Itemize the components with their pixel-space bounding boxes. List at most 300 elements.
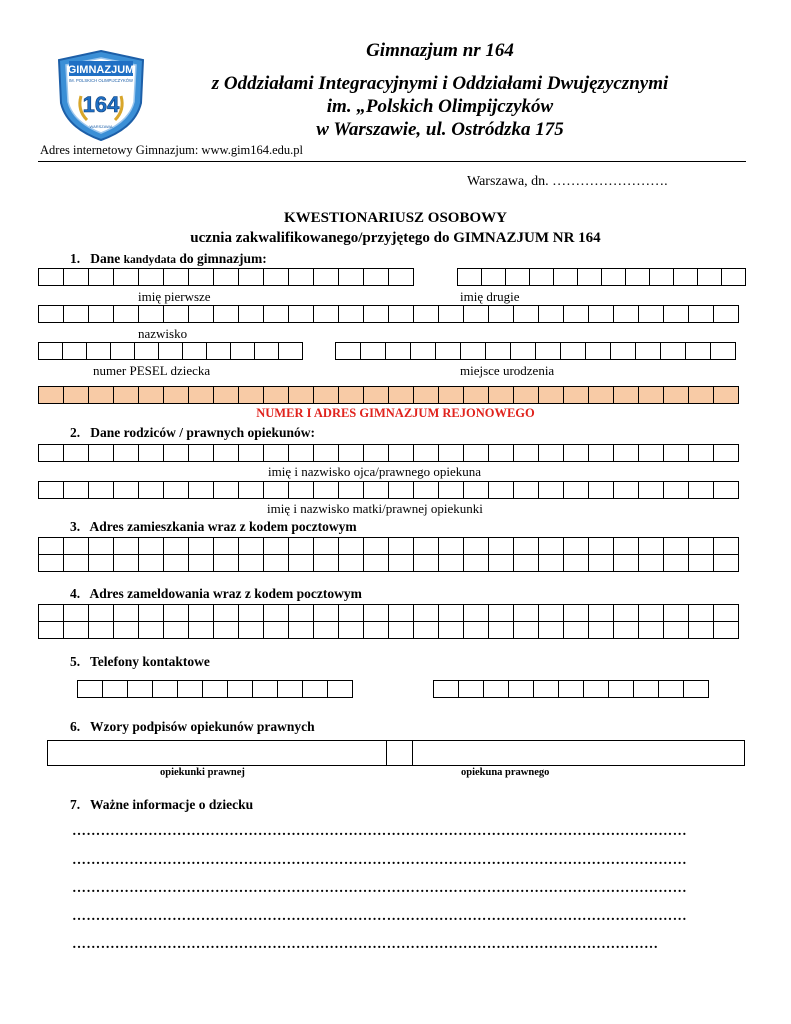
letter-box[interactable] [238, 444, 264, 462]
letter-box[interactable] [263, 481, 289, 499]
letter-box[interactable] [413, 481, 439, 499]
letter-box[interactable] [601, 268, 626, 286]
letter-box[interactable] [663, 386, 689, 404]
letter-box[interactable] [713, 554, 739, 572]
letter-box[interactable] [488, 604, 514, 622]
letter-box[interactable] [688, 604, 714, 622]
letter-box[interactable] [63, 268, 89, 286]
letter-box[interactable] [202, 680, 228, 698]
letter-box[interactable] [688, 444, 714, 462]
letter-box[interactable] [213, 386, 239, 404]
letter-box[interactable] [438, 621, 464, 639]
letter-box[interactable] [363, 305, 389, 323]
letter-box[interactable] [263, 537, 289, 555]
birthplace-boxes[interactable] [335, 342, 735, 360]
letter-box[interactable] [488, 554, 514, 572]
letter-box[interactable] [213, 268, 239, 286]
letter-box[interactable] [263, 386, 289, 404]
letter-box[interactable] [538, 305, 564, 323]
letter-box[interactable] [88, 268, 114, 286]
letter-box[interactable] [638, 604, 664, 622]
letter-box[interactable] [388, 481, 414, 499]
signature-boxes[interactable] [47, 740, 744, 766]
letter-box[interactable] [713, 621, 739, 639]
letter-box[interactable] [413, 554, 439, 572]
letter-box[interactable] [435, 342, 461, 360]
letter-box[interactable] [188, 444, 214, 462]
letter-box[interactable] [697, 268, 722, 286]
letter-box[interactable] [388, 604, 414, 622]
letter-box[interactable] [563, 386, 589, 404]
letter-box[interactable] [588, 554, 614, 572]
letter-box[interactable] [488, 444, 514, 462]
letter-box[interactable] [713, 604, 739, 622]
letter-box[interactable] [138, 481, 164, 499]
letter-box[interactable] [533, 680, 559, 698]
residence-address-row-2[interactable] [38, 554, 738, 572]
letter-box[interactable] [288, 444, 314, 462]
letter-box[interactable] [563, 305, 589, 323]
letter-box[interactable] [563, 444, 589, 462]
letter-box[interactable] [688, 481, 714, 499]
letter-box[interactable] [613, 386, 639, 404]
letter-box[interactable] [529, 268, 554, 286]
letter-box[interactable] [38, 604, 64, 622]
letter-box[interactable] [713, 481, 739, 499]
letter-box[interactable] [134, 342, 159, 360]
letter-box[interactable] [188, 305, 214, 323]
letter-box[interactable] [102, 680, 128, 698]
letter-box[interactable] [63, 305, 89, 323]
letter-box[interactable] [438, 554, 464, 572]
letter-box[interactable] [313, 444, 339, 462]
letter-box[interactable] [213, 604, 239, 622]
letter-box[interactable] [613, 621, 639, 639]
letter-box[interactable] [713, 305, 739, 323]
letter-box[interactable] [254, 342, 279, 360]
letter-box[interactable] [238, 386, 264, 404]
letter-box[interactable] [488, 386, 514, 404]
letter-box[interactable] [113, 268, 139, 286]
letter-box[interactable] [563, 604, 589, 622]
letter-box[interactable] [288, 621, 314, 639]
letter-box[interactable] [638, 444, 664, 462]
letter-box[interactable] [138, 537, 164, 555]
letter-box[interactable] [613, 537, 639, 555]
letter-box[interactable] [113, 604, 139, 622]
letter-box[interactable] [413, 305, 439, 323]
letter-box[interactable] [138, 604, 164, 622]
first-name-boxes[interactable] [38, 268, 413, 286]
letter-box[interactable] [63, 386, 89, 404]
mother-name-boxes[interactable] [38, 481, 738, 499]
letter-box[interactable] [558, 680, 584, 698]
letter-box[interactable] [138, 554, 164, 572]
letter-box[interactable] [638, 305, 664, 323]
letter-box[interactable] [388, 268, 414, 286]
letter-box[interactable] [313, 268, 339, 286]
letter-box[interactable] [388, 554, 414, 572]
info-line[interactable]: ………………………………………………………………………………………………………………… [72, 853, 687, 868]
letter-box[interactable] [673, 268, 698, 286]
letter-box[interactable] [110, 342, 135, 360]
letter-box[interactable] [313, 554, 339, 572]
letter-box[interactable] [188, 554, 214, 572]
letter-box[interactable] [63, 444, 89, 462]
letter-box[interactable] [313, 481, 339, 499]
letter-box[interactable] [213, 481, 239, 499]
letter-box[interactable] [535, 342, 561, 360]
letter-box[interactable] [688, 305, 714, 323]
letter-box[interactable] [663, 305, 689, 323]
letter-box[interactable] [663, 554, 689, 572]
info-line[interactable]: ………………………………………………………………………………………………………………… [72, 909, 687, 924]
letter-box[interactable] [513, 386, 539, 404]
letter-box[interactable] [113, 621, 139, 639]
letter-box[interactable] [88, 481, 114, 499]
letter-box[interactable] [438, 481, 464, 499]
letter-box[interactable] [513, 621, 539, 639]
letter-box[interactable] [613, 604, 639, 622]
letter-box[interactable] [483, 680, 509, 698]
letter-box[interactable] [663, 537, 689, 555]
letter-box[interactable] [513, 481, 539, 499]
letter-box[interactable] [588, 481, 614, 499]
letter-box[interactable] [38, 305, 64, 323]
letter-box[interactable] [63, 604, 89, 622]
mother-signature-field[interactable] [47, 740, 387, 766]
letter-box[interactable] [86, 342, 111, 360]
letter-box[interactable] [188, 386, 214, 404]
letter-box[interactable] [513, 554, 539, 572]
letter-box[interactable] [113, 305, 139, 323]
letter-box[interactable] [363, 554, 389, 572]
letter-box[interactable] [713, 444, 739, 462]
letter-box[interactable] [313, 604, 339, 622]
letter-box[interactable] [488, 305, 514, 323]
letter-box[interactable] [663, 604, 689, 622]
letter-box[interactable] [538, 554, 564, 572]
letter-box[interactable] [63, 481, 89, 499]
letter-box[interactable] [613, 481, 639, 499]
letter-box[interactable] [213, 537, 239, 555]
letter-box[interactable] [88, 444, 114, 462]
letter-box[interactable] [505, 268, 530, 286]
letter-box[interactable] [658, 680, 684, 698]
letter-box[interactable] [488, 481, 514, 499]
letter-box[interactable] [413, 386, 439, 404]
letter-box[interactable] [213, 621, 239, 639]
letter-box[interactable] [513, 604, 539, 622]
letter-box[interactable] [457, 268, 482, 286]
letter-box[interactable] [213, 444, 239, 462]
letter-box[interactable] [538, 621, 564, 639]
letter-box[interactable] [113, 554, 139, 572]
letter-box[interactable] [338, 537, 364, 555]
info-line[interactable]: ………………………………………………………………………………………………………………… [72, 824, 687, 839]
letter-box[interactable] [638, 621, 664, 639]
letter-box[interactable] [385, 342, 411, 360]
letter-box[interactable] [327, 680, 353, 698]
letter-box[interactable] [463, 386, 489, 404]
letter-box[interactable] [588, 621, 614, 639]
letter-box[interactable] [360, 342, 386, 360]
letter-box[interactable] [338, 268, 364, 286]
letter-box[interactable] [288, 305, 314, 323]
letter-box[interactable] [510, 342, 536, 360]
letter-box[interactable] [413, 621, 439, 639]
letter-box[interactable] [62, 342, 87, 360]
letter-box[interactable] [713, 386, 739, 404]
letter-box[interactable] [363, 444, 389, 462]
letter-box[interactable] [238, 481, 264, 499]
letter-box[interactable] [313, 386, 339, 404]
letter-box[interactable] [438, 604, 464, 622]
letter-box[interactable] [206, 342, 231, 360]
letter-box[interactable] [413, 537, 439, 555]
letter-box[interactable] [163, 604, 189, 622]
letter-box[interactable] [278, 342, 303, 360]
surname-boxes[interactable] [38, 305, 738, 323]
letter-box[interactable] [38, 444, 64, 462]
letter-box[interactable] [663, 444, 689, 462]
letter-box[interactable] [688, 554, 714, 572]
letter-box[interactable] [553, 268, 578, 286]
letter-box[interactable] [163, 537, 189, 555]
letter-box[interactable] [588, 386, 614, 404]
letter-box[interactable] [363, 268, 389, 286]
letter-box[interactable] [113, 537, 139, 555]
letter-box[interactable] [488, 621, 514, 639]
letter-box[interactable] [338, 305, 364, 323]
letter-box[interactable] [508, 680, 534, 698]
letter-box[interactable] [488, 537, 514, 555]
letter-box[interactable] [683, 680, 709, 698]
letter-box[interactable] [638, 481, 664, 499]
letter-box[interactable] [335, 342, 361, 360]
letter-box[interactable] [485, 342, 511, 360]
father-name-boxes[interactable] [38, 444, 738, 462]
letter-box[interactable] [238, 604, 264, 622]
letter-box[interactable] [363, 537, 389, 555]
letter-box[interactable] [613, 554, 639, 572]
letter-box[interactable] [38, 621, 64, 639]
letter-box[interactable] [538, 604, 564, 622]
letter-box[interactable] [688, 386, 714, 404]
letter-box[interactable] [413, 604, 439, 622]
letter-box[interactable] [152, 680, 178, 698]
letter-box[interactable] [213, 305, 239, 323]
letter-box[interactable] [585, 342, 611, 360]
letter-box[interactable] [63, 621, 89, 639]
letter-box[interactable] [410, 342, 436, 360]
letter-box[interactable] [182, 342, 207, 360]
letter-box[interactable] [213, 554, 239, 572]
letter-box[interactable] [388, 537, 414, 555]
letter-box[interactable] [588, 537, 614, 555]
letter-box[interactable] [88, 386, 114, 404]
letter-box[interactable] [238, 537, 264, 555]
info-line[interactable]: …………………………………………………………………………………………………………… [72, 937, 659, 952]
letter-box[interactable] [252, 680, 278, 698]
letter-box[interactable] [38, 342, 63, 360]
letter-box[interactable] [263, 444, 289, 462]
letter-box[interactable] [513, 537, 539, 555]
letter-box[interactable] [163, 386, 189, 404]
letter-box[interactable] [363, 621, 389, 639]
letter-box[interactable] [638, 537, 664, 555]
letter-box[interactable] [238, 621, 264, 639]
letter-box[interactable] [388, 386, 414, 404]
letter-box[interactable] [438, 386, 464, 404]
letter-box[interactable] [538, 481, 564, 499]
letter-box[interactable] [608, 680, 634, 698]
letter-box[interactable] [458, 680, 484, 698]
letter-box[interactable] [177, 680, 203, 698]
district-school-boxes[interactable] [38, 386, 738, 404]
letter-box[interactable] [288, 554, 314, 572]
letter-box[interactable] [288, 268, 314, 286]
letter-box[interactable] [710, 342, 736, 360]
letter-box[interactable] [263, 604, 289, 622]
letter-box[interactable] [588, 444, 614, 462]
letter-box[interactable] [625, 268, 650, 286]
letter-box[interactable] [88, 537, 114, 555]
letter-box[interactable] [163, 481, 189, 499]
letter-box[interactable] [38, 537, 64, 555]
letter-box[interactable] [433, 680, 459, 698]
letter-box[interactable] [688, 621, 714, 639]
letter-box[interactable] [113, 444, 139, 462]
letter-box[interactable] [288, 481, 314, 499]
letter-box[interactable] [463, 604, 489, 622]
pesel-boxes[interactable] [38, 342, 302, 360]
letter-box[interactable] [38, 554, 64, 572]
registered-address-row-1[interactable] [38, 604, 738, 622]
letter-box[interactable] [685, 342, 711, 360]
letter-box[interactable] [88, 305, 114, 323]
letter-box[interactable] [721, 268, 746, 286]
info-line[interactable]: ………………………………………………………………………………………………………………… [72, 881, 687, 896]
letter-box[interactable] [238, 305, 264, 323]
letter-box[interactable] [238, 554, 264, 572]
letter-box[interactable] [313, 305, 339, 323]
letter-box[interactable] [463, 537, 489, 555]
letter-box[interactable] [538, 537, 564, 555]
letter-box[interactable] [188, 537, 214, 555]
letter-box[interactable] [313, 621, 339, 639]
letter-box[interactable] [638, 554, 664, 572]
letter-box[interactable] [463, 621, 489, 639]
letter-box[interactable] [563, 481, 589, 499]
letter-box[interactable] [263, 268, 289, 286]
letter-box[interactable] [38, 268, 64, 286]
letter-box[interactable] [560, 342, 586, 360]
letter-box[interactable] [388, 621, 414, 639]
father-signature-field[interactable] [412, 740, 745, 766]
letter-box[interactable] [138, 305, 164, 323]
letter-box[interactable] [363, 386, 389, 404]
residence-address-row-1[interactable] [38, 537, 738, 555]
letter-box[interactable] [563, 537, 589, 555]
letter-box[interactable] [463, 305, 489, 323]
letter-box[interactable] [338, 621, 364, 639]
letter-box[interactable] [463, 481, 489, 499]
letter-box[interactable] [38, 386, 64, 404]
letter-box[interactable] [613, 444, 639, 462]
letter-box[interactable] [713, 537, 739, 555]
letter-box[interactable] [563, 554, 589, 572]
letter-box[interactable] [638, 386, 664, 404]
letter-box[interactable] [163, 554, 189, 572]
second-name-boxes[interactable] [457, 268, 745, 286]
letter-box[interactable] [588, 604, 614, 622]
letter-box[interactable] [663, 621, 689, 639]
letter-box[interactable] [288, 537, 314, 555]
letter-box[interactable] [263, 621, 289, 639]
letter-box[interactable] [660, 342, 686, 360]
letter-box[interactable] [481, 268, 506, 286]
letter-box[interactable] [38, 481, 64, 499]
letter-box[interactable] [613, 305, 639, 323]
letter-box[interactable] [163, 621, 189, 639]
letter-box[interactable] [338, 386, 364, 404]
letter-box[interactable] [338, 604, 364, 622]
letter-box[interactable] [163, 268, 189, 286]
letter-box[interactable] [263, 305, 289, 323]
letter-box[interactable] [438, 305, 464, 323]
letter-box[interactable] [163, 444, 189, 462]
letter-box[interactable] [263, 554, 289, 572]
letter-box[interactable] [388, 444, 414, 462]
phone-2-boxes[interactable] [433, 680, 708, 698]
letter-box[interactable] [688, 537, 714, 555]
letter-box[interactable] [338, 481, 364, 499]
letter-box[interactable] [88, 621, 114, 639]
letter-box[interactable] [227, 680, 253, 698]
letter-box[interactable] [610, 342, 636, 360]
letter-box[interactable] [413, 444, 439, 462]
letter-box[interactable] [188, 604, 214, 622]
letter-box[interactable] [388, 305, 414, 323]
letter-box[interactable] [338, 444, 364, 462]
letter-box[interactable] [138, 268, 164, 286]
letter-box[interactable] [63, 554, 89, 572]
letter-box[interactable] [363, 481, 389, 499]
letter-box[interactable] [163, 305, 189, 323]
letter-box[interactable] [88, 554, 114, 572]
letter-box[interactable] [230, 342, 255, 360]
letter-box[interactable] [649, 268, 674, 286]
letter-box[interactable] [460, 342, 486, 360]
letter-box[interactable] [238, 268, 264, 286]
letter-box[interactable] [577, 268, 602, 286]
letter-box[interactable] [88, 604, 114, 622]
letter-box[interactable] [538, 444, 564, 462]
letter-box[interactable] [77, 680, 103, 698]
letter-box[interactable] [363, 604, 389, 622]
letter-box[interactable] [138, 621, 164, 639]
letter-box[interactable] [438, 444, 464, 462]
letter-box[interactable] [277, 680, 303, 698]
letter-box[interactable] [635, 342, 661, 360]
letter-box[interactable] [127, 680, 153, 698]
phone-1-boxes[interactable] [77, 680, 352, 698]
date-line[interactable]: Warszawa, dn. ……………………. [467, 174, 668, 189]
letter-box[interactable] [513, 444, 539, 462]
registered-address-row-2[interactable] [38, 621, 738, 639]
letter-box[interactable] [438, 537, 464, 555]
